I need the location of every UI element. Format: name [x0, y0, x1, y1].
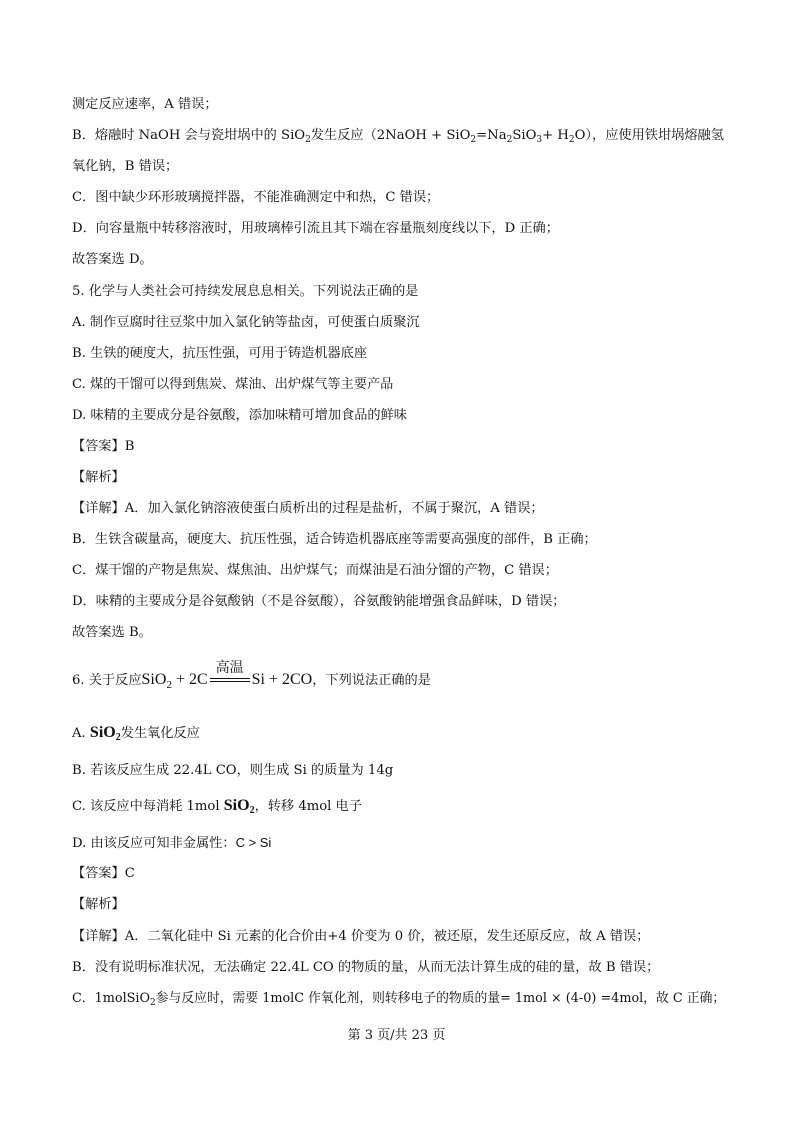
question-5-option-d: D. 味精的主要成分是谷氨酸，添加味精可增加食品的鲜味 — [72, 408, 407, 423]
question-5-stem: 5. 化学与人类社会可持续发展息息相关。下列说法正确的是 — [72, 284, 419, 299]
question-5-answer: 【答案】B — [72, 439, 135, 454]
question-5-option-a: A. 制作豆腐时往豆浆中加入氯化钠等盐卤，可使蛋白质聚沉 — [72, 315, 420, 330]
question-6-detail: C．1molSiO$_2$参与反应时，需要 1molC 作氧化剂，则转移电子的物质的量= 1mol × (4-0) =4mol，故 C 正确； — [72, 991, 726, 1008]
text-line: C．图中缺少环形玻璃搅拌器，不能准确测定中和热，C 错误； — [72, 190, 440, 205]
question-5-detail: C．煤干馏的产物是焦炭、煤焦油、出炉煤气；而煤油是石油分馏的产物，C 错误； — [72, 563, 558, 578]
text-line: B．熔融时 NaOH 会与瓷坩埚中的 SiO$_2$发生反应（2NaOH + $SiO_2=Na_2SiO_3+ H_2O$），应使用铁坩埚熔融氢 — [72, 128, 724, 145]
question-6-option-b: B. 若该反应生成 22.4L CO，则生成 Si 的质量为 14g — [72, 763, 394, 778]
question-6-detail: B．没有说明标准状况，无法确定 22.4L CO 的物质的量，从而无法计算生成的硅的量，故 B 错误； — [72, 960, 660, 975]
question-6-analysis-label: 【解析】 — [72, 897, 125, 912]
reaction-equation: SiO$_2$ + 2C 高温 Si + 2CO — [141, 660, 313, 691]
question-5-option-c: C. 煤的干馏可以得到焦炭、煤油、出炉煤气等主要产品 — [72, 377, 394, 392]
question-6-detail: 【详解】A．二氧化硅中 Si 元素的化合价由+4 价变为 0 价，被还原，发生还原反应，故 A 错误； — [72, 929, 650, 944]
question-6-option-c: C. 该反应中每消耗 1mol SiO2，转移 4mol 电子 — [72, 797, 362, 816]
text-line: 故答案选 D。 — [72, 252, 153, 267]
question-6-answer: 【答案】C — [72, 866, 135, 881]
text-line: 测定反应速率，A 错误； — [72, 97, 218, 112]
question-5-detail: 【详解】A．加入氯化钠溶液使蛋白质析出的过程是盐析，不属于聚沉，A 错误； — [72, 501, 544, 516]
page-footer: 第 3 页/共 23 页 — [347, 1028, 446, 1043]
question-6-stem: 6. 关于反应SiO$_2$ + 2C 高温 Si + 2CO，下列说法正确的是 — [72, 660, 431, 691]
question-5-analysis-label: 【解析】 — [72, 470, 125, 485]
question-6-option-a: A. SiO2发生氧化反应 — [72, 724, 200, 743]
text-line: D．向容量瓶中转移溶液时，用玻璃棒引流且其下端在容量瓶刻度线以下，D 正确； — [72, 221, 559, 236]
question-5-detail: D．味精的主要成分是谷氨酸钠（不是谷氨酸），谷氨酸钠能增强食品鲜味，D 错误； — [72, 594, 566, 609]
question-6-option-d: D. 由该反应可知非金属性：C > Si — [72, 835, 272, 851]
question-5-detail: B．生铁含碳量高，硬度大、抗压性强，适合铸造机器底座等需要高强度的部件，B 正确； — [72, 532, 597, 547]
text-line: 氧化钠，B 错误； — [72, 159, 179, 174]
question-5-option-b: B. 生铁的硬度大，抗压性强，可用于铸造机器底座 — [72, 346, 368, 361]
reaction-condition-arrow: 高温 — [210, 678, 250, 682]
question-5-detail: 故答案选 B。 — [72, 625, 152, 640]
